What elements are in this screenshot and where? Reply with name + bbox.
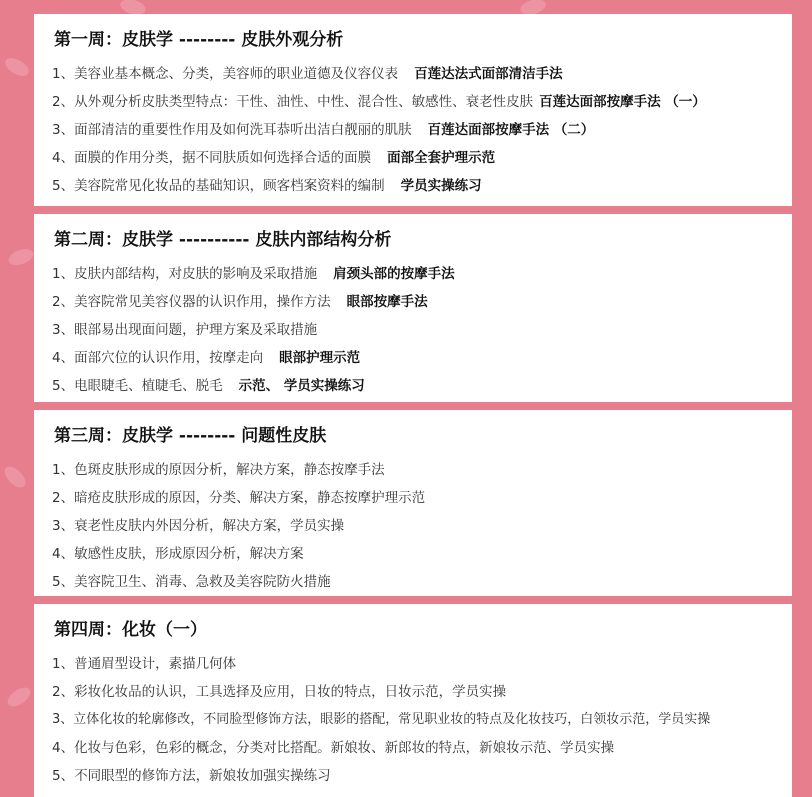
list-item — [52, 456, 792, 484]
week-2-section — [34, 214, 792, 402]
item-text: 4、面部穴位的认识作用，按摩走向 — [52, 350, 264, 366]
item-text: 4、化妆与色彩，色彩的概念，分类对比搭配。新娘妆、新郎妆的特点，新娘妆示范、学员实操 — [52, 740, 615, 756]
item-text: 5、美容院卫生、消毒、急救及美容院防火措施 — [52, 574, 331, 590]
week-1-section — [34, 14, 792, 206]
list-item — [52, 568, 792, 596]
item-text: 1、美容业基本概念、分类，美容师的职业道德及仪容仪表 — [52, 66, 399, 82]
item-practice: 示范、 学员实操练习 — [238, 378, 365, 394]
week-4-section — [34, 604, 792, 797]
item-practice: 肩颈头部的按摩手法 — [333, 266, 455, 282]
item-text: 3、眼部易出现面问题，护理方案及采取措施 — [52, 322, 318, 338]
item-text: 2、美容院常见美容仪器的认识作用，操作方法 — [52, 294, 331, 310]
list-item — [52, 88, 792, 116]
petal-decoration — [2, 54, 32, 79]
week-1-title: 第一周：皮肤学 -------- 皮肤外观分析 — [54, 30, 344, 50]
item-text: 4、敏感性皮肤，形成原因分析，解决方案 — [52, 546, 304, 562]
week-3-section — [34, 410, 792, 596]
list-item — [52, 706, 792, 734]
week-4-title: 第四周：化妆（一） — [54, 620, 207, 640]
item-text: 2、彩妆化妆品的认识，工具选择及应用，日妆的特点，日妆示范，学员实操 — [52, 684, 507, 700]
item-practice: 眼部护理示范 — [279, 350, 361, 366]
list-item — [52, 762, 792, 790]
item-text: 3、立体化妆的轮廓修改，不同脸型修饰方法，眼影的搭配，常见职业妆的特点及化妆技巧，白领妆示范，学员实操 — [52, 712, 711, 727]
item-practice: 眼部按摩手法 — [346, 294, 428, 310]
list-item — [52, 60, 792, 88]
list-item — [52, 344, 792, 372]
item-practice: 百莲达法式面部清洁手法 — [414, 66, 563, 82]
list-item — [52, 172, 792, 200]
week-3-title: 第三周：皮肤学 -------- 问题性皮肤 — [54, 426, 327, 446]
list-item — [52, 512, 792, 540]
item-text: 3、面部清洁的重要性作用及如何洗耳恭听出洁白靓丽的肌肤 — [52, 122, 412, 138]
list-item — [52, 372, 792, 400]
item-practice: 学员实操练习 — [400, 178, 482, 194]
course-schedule — [34, 14, 792, 797]
list-item — [52, 484, 792, 512]
list-item — [52, 116, 792, 144]
list-item — [52, 540, 792, 568]
week-2-title: 第二周：皮肤学 ---------- 皮肤内部结构分析 — [54, 230, 392, 250]
item-text: 1、皮肤内部结构，对皮肤的影响及采取措施 — [52, 266, 318, 282]
item-practice: 百莲达面部按摩手法 （二） — [427, 122, 595, 138]
item-text: 5、电眼睫毛、植睫毛、脱毛 — [52, 378, 223, 394]
list-item — [52, 316, 792, 344]
item-text: 2、暗疮皮肤形成的原因，分类、解决方案，静态按摩护理示范 — [52, 490, 426, 506]
petal-decoration — [1, 463, 29, 491]
petal-decoration — [6, 246, 35, 268]
item-text: 2、从外观分析皮肤类型特点：干性、油性、中性、混合性、敏感性、衰老性皮肤 — [52, 94, 534, 110]
petal-decoration — [4, 684, 33, 710]
item-practice: 面部全套护理示范 — [387, 150, 496, 166]
list-item — [52, 260, 792, 288]
item-text: 1、普通眉型设计，素描几何体 — [52, 656, 237, 672]
item-text: 4、面膜的作用分类，据不同肤质如何选择合适的面膜 — [52, 150, 372, 166]
list-item — [52, 650, 792, 678]
list-item — [52, 734, 792, 762]
item-text: 1、色斑皮肤形成的原因分析，解决方案，静态按摩手法 — [52, 462, 385, 478]
list-item — [52, 144, 792, 172]
list-item — [52, 288, 792, 316]
item-text: 5、美容院常见化妆品的基础知识，顾客档案资料的编制 — [52, 178, 385, 194]
item-text: 5、不同眼型的修饰方法，新娘妆加强实操练习 — [52, 768, 331, 784]
item-text: 3、衰老性皮肤内外因分析，解决方案，学员实操 — [52, 518, 345, 534]
list-item — [52, 678, 792, 706]
item-practice: 百莲达面部按摩手法 （一） — [539, 94, 706, 110]
